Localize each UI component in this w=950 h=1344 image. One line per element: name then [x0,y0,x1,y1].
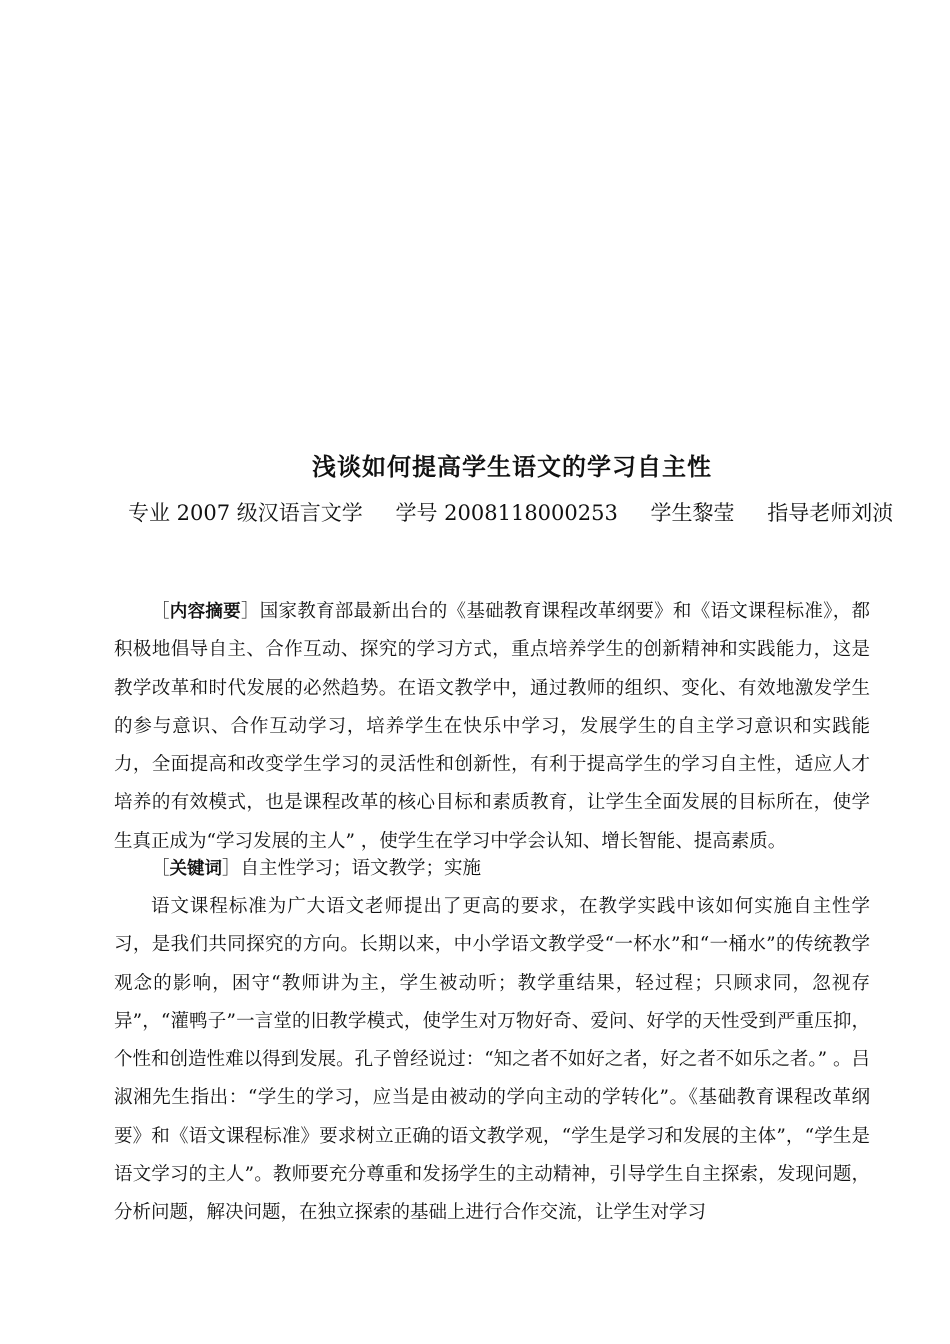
student-id-info: 学号 2008118000253 [395,501,618,525]
advisor-info: 指导老师刘浈 [767,501,894,525]
abstract-label-close: ］ [240,601,260,622]
abstract-paragraph [114,593,870,861]
keywords-paragraph [114,850,870,888]
abstract-label-open: ［ [151,601,170,622]
keywords-label-close: ］ [222,858,241,879]
abstract-text: 国家教育部最新出台的《基础教育课程改革纲要》和《语文课程标准》，都积极地倡导自主、合作互动、探究的学习方式，重点培养学生的创新精神和实践能力，这是教学改革和时代发展的必然趋势。在语文教学中，通过教师的组织、变化、有效地激发学生的参与意识、合作互动学习，培养学生在快乐中学习，发展学生的自主学习意识和实践能力，全面提高和改变学生学习的灵活性和创新性，有利于提高学生的学习自主性，适应人才培养的有效模式，也是课程改革的核心目标和素质教育，让学生全面发展的目标所在，使学生真正成为“学习发展的主人” ，使学生在学习中学会认知、增长智能、提高素质。 [114,601,871,852]
abstract-label: 内容摘要 [169,602,241,622]
keywords-label: 关键词 [169,859,223,879]
major-info: 专业 2007 级汉语言文学 [128,501,363,525]
keywords-label-open: ［ [151,858,170,879]
student-name-info: 学生黎莹 [650,501,735,525]
document-title: 浅谈如何提高学生语文的学习自主性 [312,453,712,481]
author-info-line [128,497,893,527]
keywords-text: 自主性学习；语文教学；实施 [240,858,482,879]
body-paragraph: 语文课程标准为广大语文老师提出了更高的要求，在教学实践中该如何实施自主性学习，是我们共同探究的方向。长期以来，中小学语文教学受“一杯水”和“一桶水”的传统教学观念的影响，困守“教师讲为主，学生被动听；教学重结果，轻过程；只顾求同，忽视存异”，“灌鸭子”一言堂的旧教学模式，使学生对万物好奇、爱问、好学的天性受到严重压抑，个性和创造性难以得到发展。孔子曾经说过：“知之者不如好之者，好之者不如乐之者。” 。吕淑湘先生指出：“学生的学习，应当是由被动的学向主动的学转化”。《基础教育课程改革纲要》和《语文课程标准》要求树立正确的语文教学观，“学生是学习和发展的主体”，“学生是语文学习的主人”。教师要充分尊重和发扬学生的主动精神，引导学生自主探索，发现问题，分析问题，解决问题，在独立探索的基础上进行合作交流，让学生对学习 [114,896,870,1224]
